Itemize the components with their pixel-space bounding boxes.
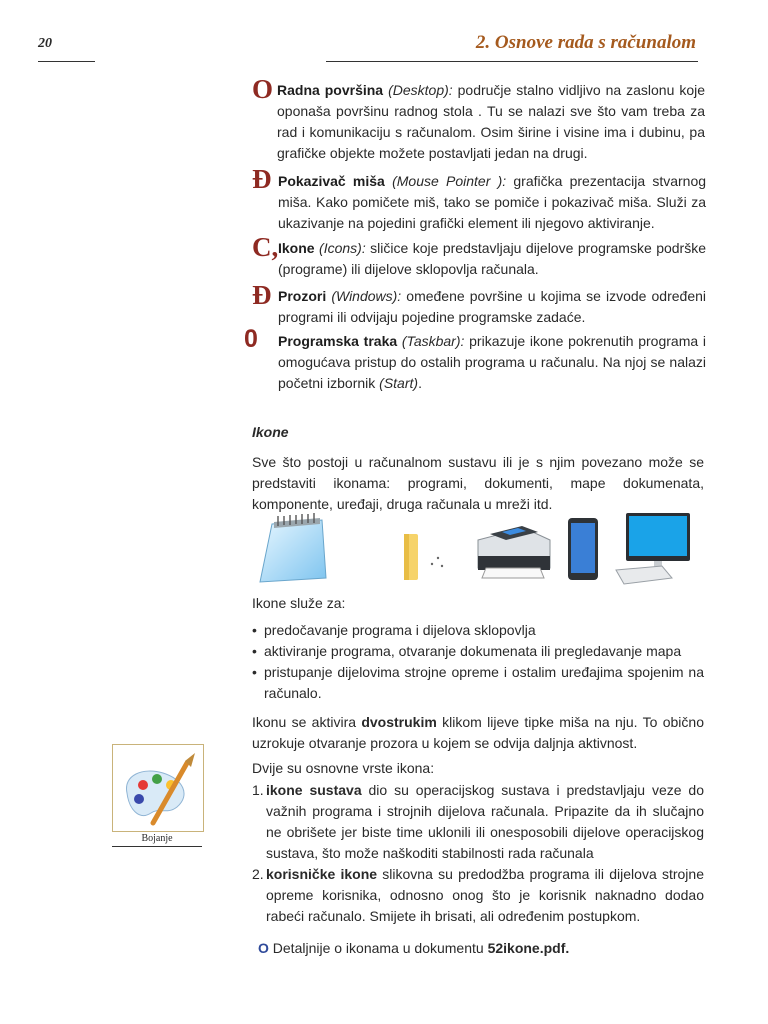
footnote-text: Detaljnije o ikonama u dokumentu xyxy=(268,940,488,956)
header-rule-left xyxy=(38,61,95,62)
activation-text: Ikonu se aktivira xyxy=(252,714,362,730)
header-rule-right xyxy=(326,61,698,62)
icon-strip xyxy=(252,512,702,586)
definition-text: grafička prezentacija stvarnog miša. Kako pomičete miš, tako se pomiče i pokazivač miša. Služi za ukazivanje na pojedini grafički element ili njegovo aktiviranje. xyxy=(278,173,707,231)
definition-mouse-pointer xyxy=(278,171,706,234)
definition-windows xyxy=(278,286,706,328)
term: Pokazivač miša xyxy=(278,173,385,189)
type-name: ikone sustava xyxy=(266,782,362,798)
term-en: (Windows): xyxy=(331,288,402,304)
list-item xyxy=(252,780,704,864)
drop-marker: Đ xyxy=(252,164,272,194)
uses-list xyxy=(252,620,704,704)
printer-icon xyxy=(478,526,550,578)
list-number: 2. xyxy=(252,866,264,882)
section-heading: Ikone xyxy=(252,424,289,440)
page-number: 20 xyxy=(38,36,52,51)
definition-icons xyxy=(278,238,706,280)
term-en: (Icons): xyxy=(319,240,366,256)
footnote-marker: O xyxy=(258,940,269,956)
list-item: • pristupanje dijelovima strojne opreme i ostalim uređajima spojenim na računalo. xyxy=(252,662,704,704)
term-en: (Taskbar): xyxy=(401,333,465,349)
term-en: (Mouse Pointer ): xyxy=(392,173,507,189)
term: Prozori xyxy=(278,288,327,304)
figure-caption: Bojanje xyxy=(141,833,173,844)
definition-text: sličice koje predstavljaju dijelove programske podrške (programe) ili dijelove sklopovlja računala. xyxy=(278,240,707,277)
chapter-title: 2. Osnove rada s računalom xyxy=(475,32,696,53)
footnote-file: 52ikone.pdf. xyxy=(487,940,570,956)
type-text: dio su operacijskog sustava i predstavljaju veze do važnih programa i strojnih dijelova računala. Pripazite da ih slučajno ne obrišete jer biste time uklonili ili onesposobili dijelove operacijskog sustava, što može naškoditi stabilnosti rada računala xyxy=(266,782,704,861)
types-list xyxy=(252,780,704,927)
drop-marker: Đ xyxy=(252,280,272,310)
term: Ikone xyxy=(278,240,315,256)
list-item: • predočavanje programa i dijelova sklopovlja xyxy=(252,620,704,641)
start-label: (Start) xyxy=(379,375,419,391)
definition-text: omeđene površine u kojima se izvode određeni programi ili odvijaju pojedine programske zadaće. xyxy=(278,288,706,325)
paint-figure xyxy=(112,744,204,832)
term-en: (Desktop): xyxy=(388,82,453,98)
type-text: slikovna su predodžba programa ili dijelova strojne opreme korisnika, odnosno onog što je korisnik naknadno dodao rabeći računalo. Smijete ih brisati, ali određenim postupkom. xyxy=(266,866,704,924)
definition-text: područje stalno vidljivo na zaslonu koje oponaša površinu radnog stola . Tu se nalazi sve što vam treba za rad i komunikaciju s računalom. Osim širine i visine ima i dubinu, pa grafičke objekte možete postavljati jedan na drugi. xyxy=(277,82,706,161)
drop-marker: 0 xyxy=(244,325,258,353)
section-intro: Sve što postoji u računalnom sustavu ili je s njim povezano može se predstaviti ikonama: programi, dokumenti, mape dokumenata, komponente, uređaji, druga računala u mreži itd. xyxy=(252,454,704,512)
computer-icon xyxy=(616,513,690,584)
palette-icon xyxy=(113,745,203,831)
activation-rest: klikom lijeve tipke miša na nju. To obično uzrokuje otvaranje prozora u kojem se odvija daljnja aktivnost. xyxy=(252,714,704,751)
list-number: 1. xyxy=(252,782,264,798)
definition-desktop xyxy=(277,80,705,164)
folder-icon xyxy=(404,534,443,580)
list-item xyxy=(252,864,704,927)
period: . xyxy=(418,375,422,391)
term: Radna površina xyxy=(277,82,384,98)
definition-text: prikazuje ikone pokrenutih programa i omogućava pristup do ostalih programa u računalu. Na njoj se nalazi početni izbornik xyxy=(278,333,706,391)
activation-bold: dvostrukim xyxy=(361,714,437,730)
caption-rule xyxy=(112,846,202,847)
notepad-icon xyxy=(260,513,326,582)
drop-marker: C, xyxy=(252,232,279,262)
list-item: • aktiviranje programa, otvaranje dokumenata ili pregledavanje mapa xyxy=(252,641,704,662)
phone-icon xyxy=(568,518,598,580)
term: Programska traka xyxy=(278,333,398,349)
type-name: korisničke ikone xyxy=(266,866,378,882)
drop-marker: O xyxy=(252,74,274,104)
types-label: Dvije su osnovne vrste ikona: xyxy=(252,760,435,776)
uses-label: Ikone služe za: xyxy=(252,595,346,611)
definition-taskbar xyxy=(278,331,706,394)
footnote xyxy=(258,938,710,959)
activation-paragraph xyxy=(252,712,704,754)
